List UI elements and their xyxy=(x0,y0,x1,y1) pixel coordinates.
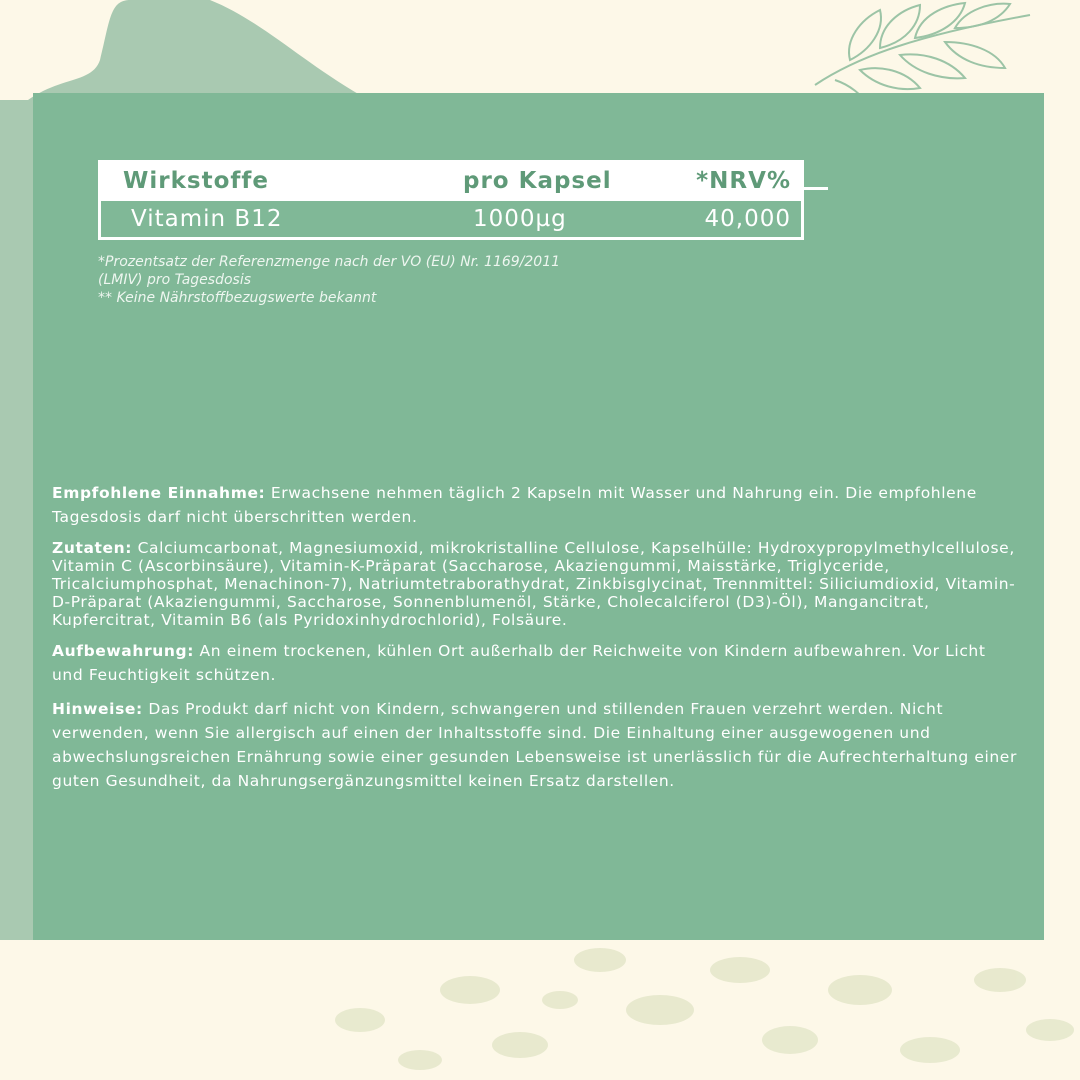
table-header-row xyxy=(101,163,801,201)
header-divider-line xyxy=(804,187,828,190)
section-aufbewahrung xyxy=(52,639,1017,687)
row-name: Vitamin B12 xyxy=(131,206,283,232)
fern-branch-icon xyxy=(815,3,1030,105)
header-nrv: *NRV% xyxy=(696,168,791,194)
product-info-text xyxy=(52,481,1017,803)
section-label: Empfohlene Einnahme: xyxy=(52,484,266,502)
section-text: Das Produkt darf nicht von Kindern, schwangeren und stillenden Frauen verzehrt werden. Nicht verwenden, wenn Sie allergisch auf einen der Inhaltsstoffe sind. Die Einhaltung einer ausgewogenen und abwechslungsreichen Ernährung sowie einer gesunden Lebensweise ist unerlässlich für die Aufrechterhaltung einer guten Gesundheit, da Nahrungsergänzungsmittel keinen Ersatz darstellen. xyxy=(52,700,1017,790)
section-hinweise xyxy=(52,697,1017,793)
section-text: An einem trockenen, kühlen Ort außerhalb der Reichweite von Kindern aufbewahren. Vor Licht und Feuchtigkeit schützen. xyxy=(52,642,986,684)
row-nrv: 40,000 xyxy=(704,206,791,232)
section-label: Aufbewahrung: xyxy=(52,642,195,660)
table-row xyxy=(101,201,801,237)
footnote-line: ** Keine Nährstoffbezugswerte bekannt xyxy=(98,290,377,306)
nutrient-table xyxy=(98,160,804,240)
header-pro-kapsel: pro Kapsel xyxy=(463,168,612,194)
content-panel xyxy=(33,93,1044,940)
header-wirkstoffe: Wirkstoffe xyxy=(123,168,269,194)
footnote-line: *Prozentsatz der Referenzmenge nach der VO (EU) Nr. 1169/2011 xyxy=(98,254,561,270)
section-label: Hinweise: xyxy=(52,700,143,718)
row-amount: 1000µg xyxy=(473,206,567,232)
section-text: Erwachsene nehmen täglich 2 Kapseln mit Wasser und Nahrung ein. Die empfohlene Tagesdosis darf nicht überschritten werden. xyxy=(52,484,977,526)
table-footnotes xyxy=(98,253,658,307)
section-einnahme xyxy=(52,481,1017,529)
section-text: Calciumcarbonat, Magnesiumoxid, mikrokristalline Cellulose, Kapselhülle: Hydroxypropylmethylcellulose, Vitamin C (Ascorbinsäure), Vitamin-K-Präparat (Saccharose, Akaziengummi, Maisstärke, Triglyceride, Tricalciumphosphat, Menachinon-7), Natriumtetraborathydrat, Zinkbisglycinat, Trennmittel: Siliciumdioxid, Vitamin-D-Präparat (Akaziengummi, Saccharose, Sonnenblumenöl, Stärke, Cholecalciferol (D3)-Öl), Mangancitrat, Kupfercitrat, Vitamin B6 (als Pyridoxinhydrochlorid), Folsäure. xyxy=(52,539,1016,629)
section-label: Zutaten: xyxy=(52,539,133,557)
footnote-line: (LMIV) pro Tagesdosis xyxy=(98,272,252,288)
section-zutaten xyxy=(52,539,1017,629)
blurred-leaves-decoration xyxy=(335,948,1074,1070)
